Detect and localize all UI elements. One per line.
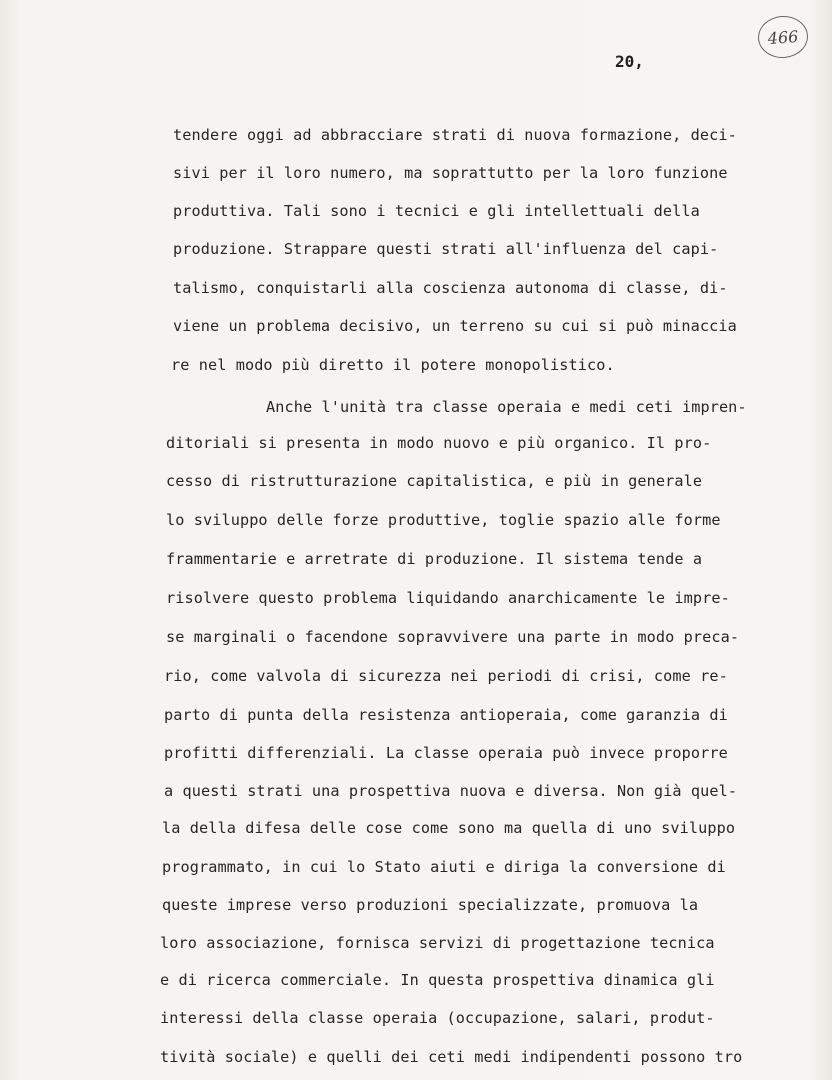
- text-line: risolvere questo problema liquidando anarchicamente le impre-: [166, 589, 730, 607]
- text-line: lo sviluppo delle forze produttive, toglie spazio alle forme: [166, 511, 721, 529]
- text-line: tività sociale) e quelli dei ceti medi indipendenti possono tro: [160, 1048, 743, 1066]
- text-line: tendere oggi ad abbracciare strati di nuova formazione, deci-: [173, 126, 737, 144]
- archive-number-text: 466: [767, 26, 799, 48]
- text-line: queste imprese verso produzioni specializzate, promuova la: [162, 896, 699, 914]
- text-line: ditoriali si presenta in modo nuovo e più organico. Il pro-: [166, 434, 712, 452]
- text-line: produttiva. Tali sono i tecnici e gli intellettuali della: [173, 202, 700, 220]
- text-line: talismo, conquistarli alla coscienza autonoma di classe, di-: [173, 279, 728, 297]
- text-line: e di ricerca commerciale. In questa prospettiva dinamica gli: [160, 971, 715, 989]
- text-line: Anche l'unità tra classe operaia e medi ceti impren-: [266, 398, 747, 416]
- text-line: interessi della classe operaia (occupazione, salari, produt-: [160, 1009, 715, 1027]
- text-line: la della difesa delle cose come sono ma quella di uno sviluppo: [162, 819, 736, 837]
- text-line: cesso di ristrutturazione capitalistica, e più in generale: [166, 472, 703, 490]
- text-line: rio, come valvola di sicurezza nei periodi di crisi, come re-: [164, 667, 728, 685]
- text-line: viene un problema decisivo, un terreno su cui si può minaccia: [173, 317, 737, 335]
- text-line: re nel modo più diretto il potere monopolistico.: [171, 356, 615, 374]
- text-line: loro associazione, fornisca servizi di progettazione tecnica: [160, 934, 715, 952]
- text-line: parto di punta della resistenza antioperaia, come garanzia di: [164, 706, 728, 724]
- text-line: frammentarie e arretrate di produzione. Il sistema tende a: [166, 550, 703, 568]
- text-line: sivi per il loro numero, ma soprattutto per la loro funzione: [173, 164, 728, 182]
- text-line: profitti differenziali. La classe operaia può invece proporre: [164, 744, 728, 762]
- text-line: a questi strati una prospettiva nuova e diversa. Non già quel-: [164, 782, 738, 800]
- archive-number-stamp: [757, 14, 810, 59]
- text-line: produzione. Strappare questi strati all'influenza del capi-: [173, 240, 719, 258]
- page-number: 20,: [615, 52, 644, 71]
- text-line: programmato, in cui lo Stato aiuti e diriga la conversione di: [162, 858, 726, 876]
- text-line: se marginali o facendone sopravvivere una parte in modo preca-: [166, 628, 740, 646]
